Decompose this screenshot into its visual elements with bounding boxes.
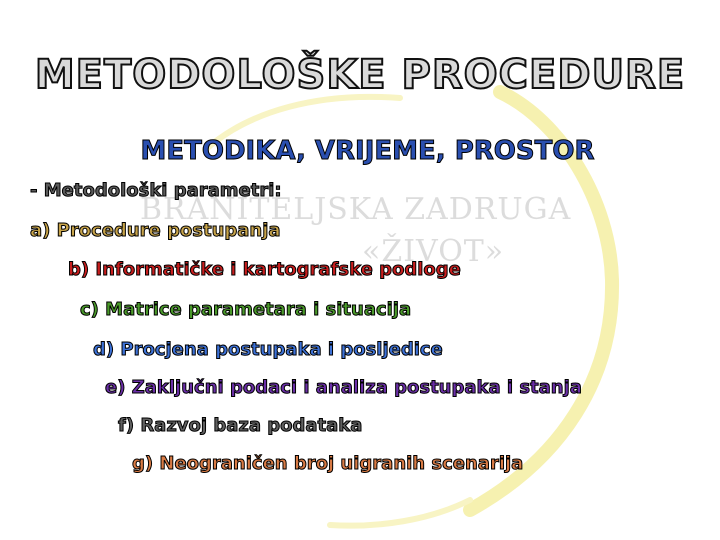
list-item-b: b) Informatičke i kartografske podloge (68, 259, 461, 280)
list-item-g: g) Neograničen broj uigranih scenarija (132, 453, 524, 474)
list-item-parameters-heading: - Metodološki parametri: (30, 180, 282, 201)
watermark-text-line2: «ŽIVOT» (362, 234, 505, 269)
list-item-a: a) Procedure postupanja (30, 220, 281, 241)
list-item-d: d) Procjena postupaka i posljedice (93, 339, 443, 360)
watermark-text-line1: BRANITELJSKA ZADRUGA (140, 192, 572, 227)
list-item-e: e) Zaključni podaci i analiza postupaka i stanja (105, 377, 582, 398)
list-item-c: c) Matrice parametara i situacija (80, 299, 412, 320)
list-item-f: f) Razvoj baza podataka (118, 415, 363, 436)
slide-title: METODOLOŠKE PROCEDURE (34, 52, 686, 98)
slide-subtitle: METODIKA, VRIJEME, PROSTOR (140, 136, 595, 166)
